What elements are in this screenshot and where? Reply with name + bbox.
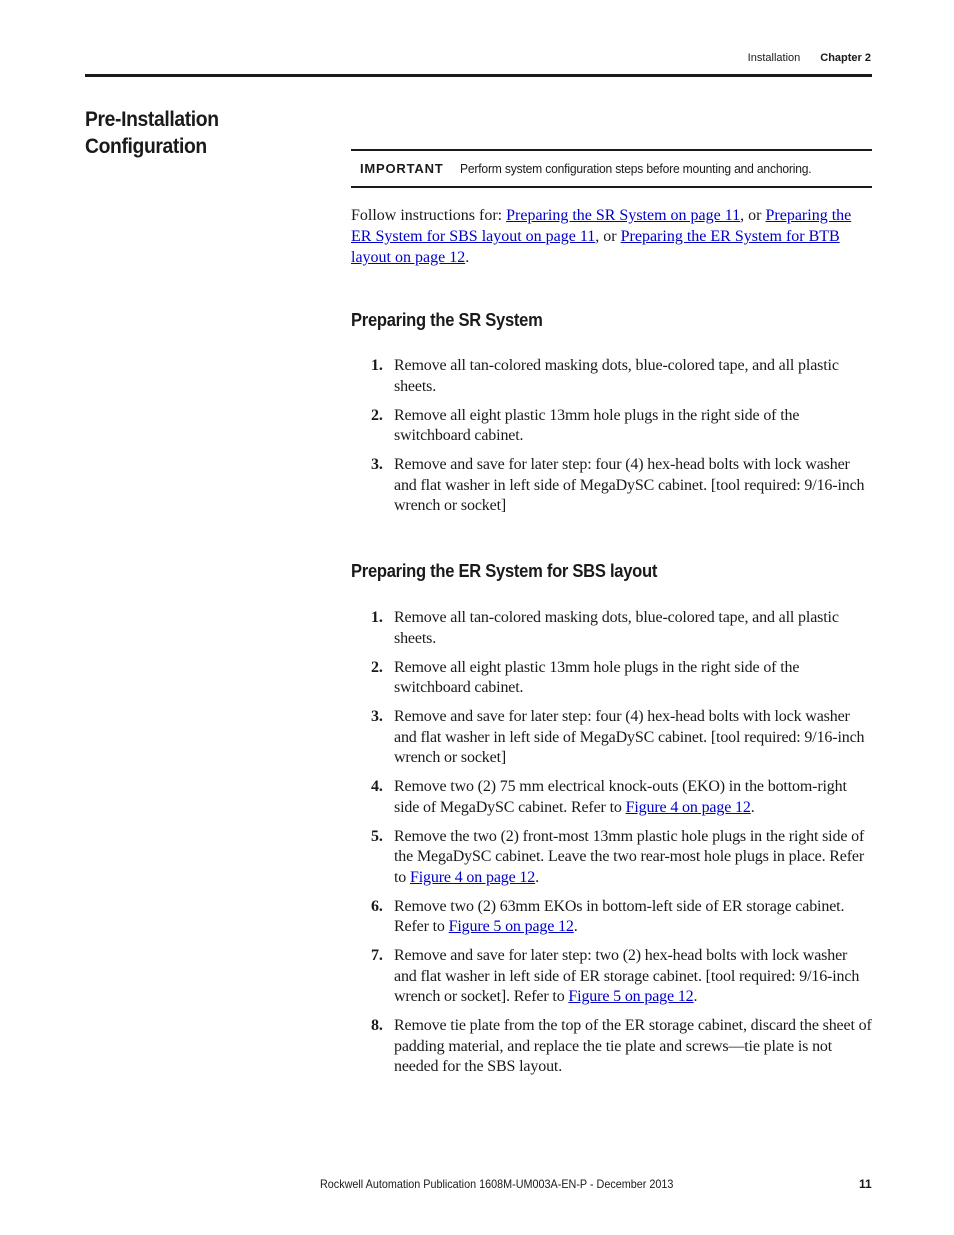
- step-number: 3.: [371, 456, 383, 473]
- step-text-end: .: [573, 918, 578, 935]
- step-number: 1.: [371, 609, 383, 626]
- step-number: 8.: [371, 1017, 383, 1034]
- link-figure-5[interactable]: Figure 5 on page 12: [448, 918, 574, 935]
- step-text: Remove and save for later step: two (2) hex-head bolts with lock washer and flat washer in left side of ER storage cabinet. [tool required: 9/16-inch wrench or socket]. Refer to: [394, 947, 860, 1005]
- step-text-end: .: [693, 988, 698, 1005]
- step-text: Remove all eight plastic 13mm hole plugs in the right side of the switchboard cabinet.: [394, 406, 800, 444]
- er-step: [351, 946, 872, 1008]
- sr-step: [351, 406, 872, 447]
- important-tag: IMPORTANT: [360, 161, 444, 176]
- step-text: Remove two (2) 63mm EKOs in bottom-left side of ER storage cabinet. Refer to: [394, 897, 845, 935]
- link-sr-system[interactable]: Preparing the SR System on page 11: [506, 207, 741, 224]
- important-message: Perform system configuration steps before mounting and anchoring.: [460, 161, 812, 176]
- step-text: Remove and save for later step: four (4) hex-head bolts with lock washer and flat washer in left side of MegaDySC cabinet. [tool required: 9/16-inch wrench or socket]: [394, 456, 865, 514]
- step-number: 2.: [371, 658, 383, 676]
- step-text: Remove tie plate from the top of the ER storage cabinet, discard the sheet of padding material, and replace the tie plate and screws—tie plate is not needed for the SBS layout.: [394, 1017, 872, 1075]
- step-number: 4.: [371, 778, 383, 795]
- link-figure-5[interactable]: Figure 5 on page 12: [568, 988, 694, 1005]
- sr-step: [351, 455, 872, 517]
- link-figure-4[interactable]: Figure 4 on page 12: [625, 798, 751, 816]
- step-number: 7.: [371, 947, 383, 964]
- footer-publication: Rockwell Automation Publication 1608M-UM003A-EN-P - December 2013: [320, 1177, 674, 1191]
- running-header: [748, 52, 871, 64]
- step-text-end: .: [535, 868, 539, 886]
- intro-paragraph: [351, 205, 872, 268]
- step-number: 5.: [371, 827, 383, 845]
- step-number: 3.: [371, 708, 383, 725]
- er-step: [351, 658, 872, 699]
- important-callout: [351, 149, 872, 188]
- intro-prefix: Follow instructions for:: [351, 207, 507, 224]
- er-step: [351, 827, 872, 889]
- heading-sr-system: Preparing the SR System: [351, 310, 543, 330]
- page-number: 11: [859, 1177, 872, 1191]
- er-step: [351, 608, 872, 649]
- header-section: Installation: [747, 52, 801, 64]
- intro-sep1: , or: [740, 207, 766, 224]
- er-step: [351, 897, 872, 938]
- link-figure-4[interactable]: Figure 4 on page 12: [410, 868, 536, 886]
- step-number: 6.: [371, 897, 383, 915]
- section-title: Pre-Installation Configuration: [85, 108, 219, 158]
- er-step: [351, 1016, 872, 1078]
- step-text: Remove all eight plastic 13mm hole plugs in the right side of the switchboard cabinet.: [394, 658, 800, 696]
- step-text: Remove all tan-colored masking dots, blue-colored tape, and all plastic sheets.: [394, 357, 839, 395]
- er-step: [351, 707, 872, 769]
- step-number: 2.: [371, 406, 383, 424]
- sr-step: [351, 356, 872, 397]
- link-er-btb[interactable]: Preparing the ER System for BTB layout on page 12: [351, 228, 840, 266]
- step-text: Remove two (2) 75 mm electrical knock-outs (EKO) in the bottom-right side of MegaDySC cabinet. Refer to: [394, 778, 847, 816]
- step-text: Remove all tan-colored masking dots, blue-colored tape, and all plastic sheets.: [394, 609, 839, 647]
- link-er-sbs[interactable]: Preparing the ER System for SBS layout on page 11: [351, 207, 852, 245]
- step-text-end: .: [750, 798, 755, 816]
- header-rule: [85, 74, 872, 77]
- step-number: 1.: [371, 357, 383, 374]
- step-text: Remove the two (2) front-most 13mm plastic hole plugs in the right side of the MegaDySC cabinet. Leave the two rear-most hole plugs in place. Refer to: [394, 827, 865, 886]
- heading-er-sbs: Preparing the ER System for SBS layout: [351, 561, 658, 581]
- step-text: Remove and save for later step: four (4) hex-head bolts with lock washer and flat washer in left side of MegaDySC cabinet. [tool required: 9/16-inch wrench or socket]: [394, 708, 865, 766]
- er-steps: [351, 608, 872, 1086]
- intro-sep2: , or: [595, 228, 621, 245]
- intro-suffix: .: [465, 249, 470, 266]
- sr-steps: [351, 356, 872, 525]
- er-step: [351, 777, 872, 818]
- header-chapter: Chapter 2: [820, 52, 871, 64]
